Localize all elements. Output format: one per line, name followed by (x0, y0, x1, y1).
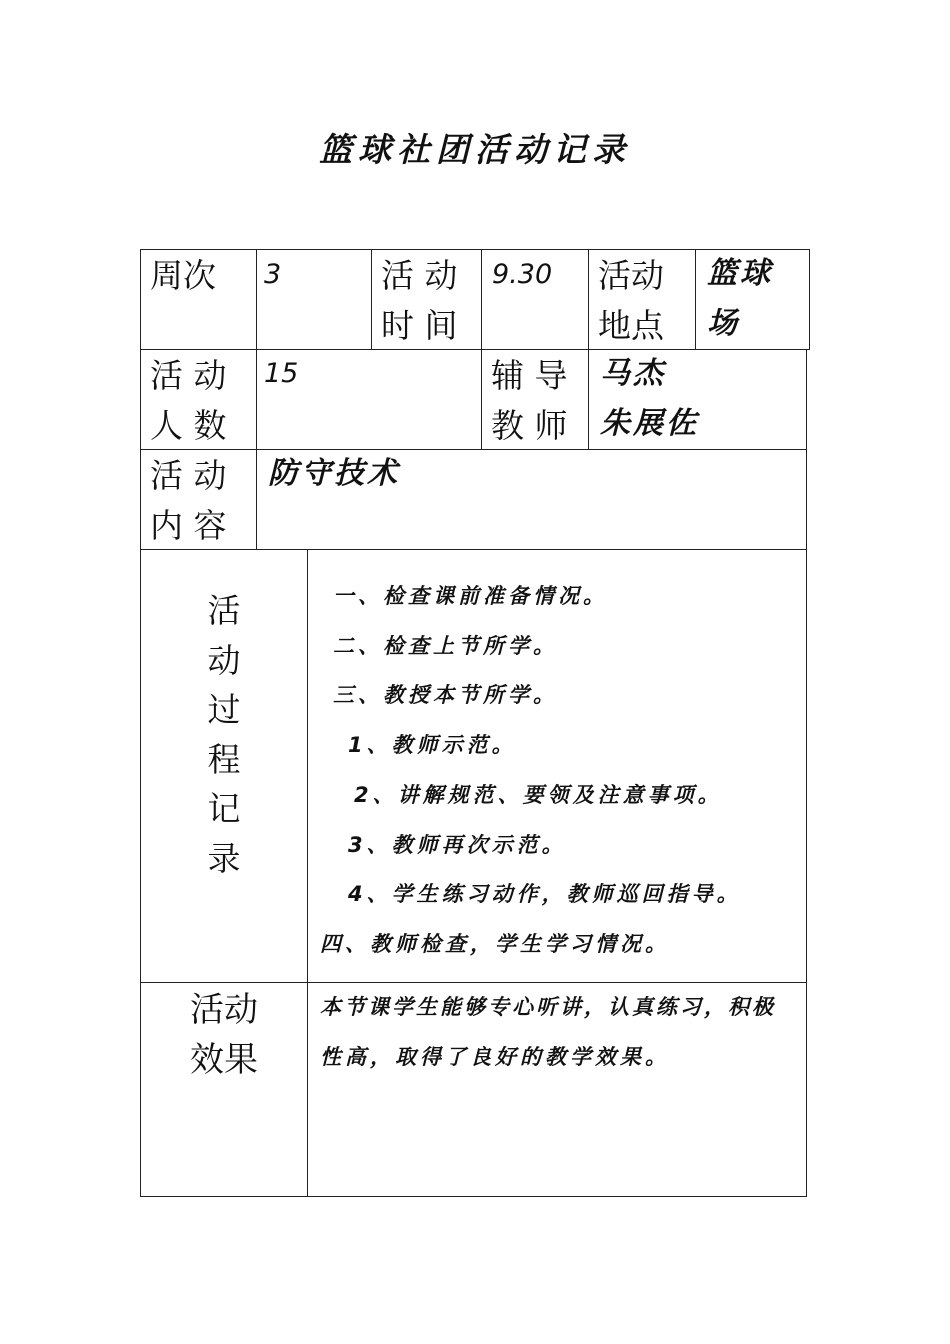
people-label-line-2: 人 数 (150, 406, 227, 445)
process-label-char: 程 (207, 739, 241, 779)
effect-text-line-1: 本节课学生能够专心听讲，认真练习，积极 (320, 995, 776, 1019)
column-divider (371, 249, 372, 350)
process-label-char: 活 (207, 591, 241, 630)
process-label-char: 录 (207, 838, 241, 878)
place-label (598, 251, 664, 351)
process-step-line: 3、教师再次示范。 (348, 833, 567, 857)
effect-label (141, 985, 307, 1085)
process-step-line: 1、教师示范。 (348, 733, 517, 757)
place-value-line-2: 场 (707, 306, 740, 341)
process-step-line: 4、学生练习动作，教师巡回指导。 (348, 882, 742, 906)
process-label-char: 动 (207, 640, 241, 680)
week-value: 3 (264, 259, 282, 290)
people-label-line-1: 活 动 (150, 356, 227, 395)
week-label: 周次 (150, 256, 216, 295)
effect-label-line-1: 活动 (190, 990, 258, 1030)
place-label-line-2: 地点 (598, 306, 664, 345)
place-value-line-1: 篮球 (707, 256, 773, 291)
teacher-value (600, 349, 699, 449)
place-label-line-1: 活动 (598, 256, 664, 295)
time-label-line-1: 活 动 (381, 256, 458, 295)
process-label-char: 记 (207, 789, 241, 828)
table-border-right (806, 349, 807, 1197)
table-border-bottom (140, 1196, 807, 1197)
teacher-value-line-1: 马杰 (600, 356, 666, 391)
teacher-value-line-2: 朱展佐 (600, 406, 699, 441)
column-divider (481, 249, 482, 450)
process-step-line: 一、检查课前准备情况。 (333, 584, 608, 608)
process-step-line: 2、讲解规范、要领及注意事项。 (354, 783, 723, 807)
column-divider (307, 549, 308, 1197)
effect-text (320, 982, 804, 1082)
teacher-label-line-1: 辅 导 (491, 356, 568, 395)
process-step-line: 三、教授本节所学。 (333, 683, 558, 707)
place-value (707, 249, 773, 349)
column-divider (695, 249, 696, 350)
row-divider (140, 349, 810, 350)
process-step-line: 四、教师检查，学生学习情况。 (320, 932, 670, 956)
people-label (150, 351, 246, 451)
column-divider (256, 249, 257, 550)
process-step-line: 二、检查上节所学。 (333, 634, 558, 658)
time-label (381, 251, 473, 351)
content-label (150, 451, 246, 551)
people-value: 15 (264, 358, 299, 389)
document-title: 篮球社团活动记录 (319, 130, 631, 169)
process-label-char: 过 (207, 690, 241, 729)
column-divider (588, 249, 589, 450)
teacher-label (491, 351, 581, 451)
effect-text-line-2: 性高，取得了良好的教学效果。 (320, 1045, 670, 1069)
content-label-line-1: 活 动 (150, 456, 227, 495)
time-value: 9.30 (492, 259, 553, 290)
table-border-right (809, 249, 810, 350)
content-label-line-2: 内 容 (150, 506, 227, 545)
content-value: 防守技术 (268, 456, 400, 491)
teacher-label-line-2: 教 师 (491, 406, 568, 445)
process-label (200, 586, 248, 883)
time-label-line-2: 时 间 (381, 306, 458, 345)
effect-label-line-2: 效果 (190, 1040, 258, 1080)
